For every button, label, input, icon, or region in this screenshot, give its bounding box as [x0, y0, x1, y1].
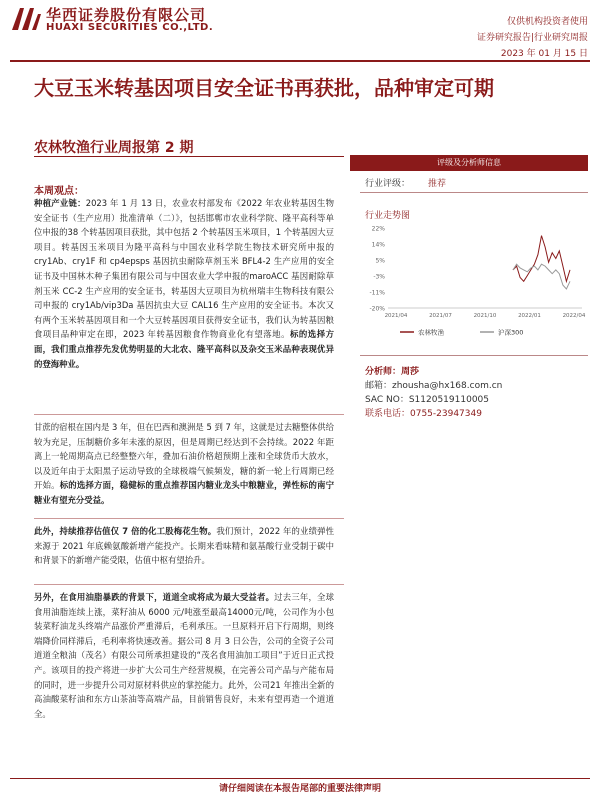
x-tick-label: 2022/04 — [562, 313, 586, 319]
report-subtitle: 农林牧渔行业周报第 2 期 — [34, 140, 194, 156]
legend-label: 沪深300 — [498, 328, 524, 337]
analyst-name: 分析师：周莎 — [365, 367, 420, 377]
y-tick-label: -20% — [369, 305, 385, 313]
y-tick-label: -3% — [373, 273, 385, 281]
y-tick-label: 22% — [371, 225, 385, 233]
analyst-info — [365, 365, 502, 421]
rating-label: 行业评级： — [365, 179, 411, 189]
para1-highlight: 标的选择方面，我们重点推荐先发优势明显的大北农、隆平高科以及杂交玉米品种表现优异的登海种业。 — [34, 329, 334, 369]
subtitle-divider — [34, 156, 344, 157]
sidebar-header: 评级及分析师信息 — [350, 155, 588, 171]
header-divider — [10, 60, 590, 62]
para4-lead: 另外，在食用油脂暴跌的背景下，道道全或将成为最大受益者。 — [34, 592, 275, 602]
section-separator — [34, 414, 344, 415]
para3-body: 我们预计，2022 年的业绩弹性来源于 2021 年底赖氨酸新增产能投产。长期来看味精和氨基酸行业受制于碳中和背景下的新增产能受限，估值中枢有望抬升。 — [34, 526, 334, 566]
section-separator — [34, 584, 344, 585]
legend-label: 农林牧渔 — [418, 328, 444, 337]
rating-value: 推荐 — [428, 179, 447, 189]
para3-lead: 此外，持续推荐估值仅 7 倍的化工股梅花生物。 — [34, 526, 217, 536]
x-tick-label: 2022/01 — [518, 313, 541, 319]
industry-rating — [365, 176, 446, 189]
x-tick-label: 2021/07 — [429, 313, 452, 319]
legal-notice: 请仔细阅读在本报告尾部的重要法律声明 — [218, 784, 381, 794]
company-name-en: HUAXI SECURITIES CO.,LTD. — [46, 22, 214, 33]
report-date: 2023 年 01 月 15 日 — [500, 49, 588, 59]
section-separator — [34, 518, 344, 519]
para1-body: 2023 年 1 月 13 日，农业农村部发布《2022 年农业转基因生物安全证书（生产应用）批准清单（二）》，包括邯郸市农业科学院、隆平高科等单位申报的38 个转基因项目获批，其中包括 2 个转基因玉米项目，1 个转基因大豆项目。转基因玉米项目为隆平高科与中国农业科学院生物技术研究所申报的cry1Ab、cry1F 和 cp4epsps 基因抗虫耐除草剂玉米 BFL4-2 生产应用的安全证书及中国林木种子集团有限公司与中国农业大学申报的maroACC 基因耐除草剂玉米 CC-2 生产应用的安全证书，转基因大豆项目为杭州瑞丰生物科技有限公司申报的 cry1Ab/vip3Da 基因抗虫大豆 CAL16 生产应用的安全证书。本次又有两个玉米转基因项目和一个大豆转基因项目获得安全证书，我们认为转基因粮食项目品种审定在即，2023 年转基因粮食作物商业化有望落地。 — [34, 198, 334, 340]
para4-body: 过去三年，全球食用油脂连续上涨，菜籽油从 6000 元/吨涨至最高14000元/吨，公司作为小包装菜籽油龙头终端产品涨价严重滞后，毛利承压。一旦原料开启下行周期，则终端降价同样滞后，毛利率将快速改善。据公司 8 月 3 日公告，公司的全资子公司道道全粮油（茂名）有限公司所承担建设的“茂名食用油加工项目”于近日正式投产。该项目的投产将进一步扩大公司生产经营规模，在完善公司产品与产能布局的同时，进一步提升公司对原材料供应的掌控能力。此外，公司21 年推出全新的高油酸菜籽油和东方山茶油等高端产品，目前销售良好，未来有望再造一个道道全。 — [34, 592, 335, 719]
audience-note: 仅供机构投资者使用 — [506, 17, 588, 27]
y-tick-label: 5% — [375, 257, 385, 265]
company-name-cn: 华西证券股份有限公司 — [46, 6, 207, 24]
sidebar-divider-2 — [360, 355, 588, 356]
report-type: 证券研究报告|行业研究周报 — [476, 33, 588, 43]
analyst-email: 邮箱：zhousha@hx168.com.cn — [365, 381, 503, 391]
analyst-phone: 联系电话：0755-23947349 — [365, 409, 482, 419]
sidebar-divider — [360, 192, 588, 193]
analyst-sac: SAC NO：S1120519110005 — [365, 395, 489, 405]
company-logo-icon — [10, 6, 42, 32]
paragraph-planting — [34, 196, 334, 371]
paragraph-sugar — [34, 420, 334, 508]
paragraph-daodaoquan — [34, 590, 334, 721]
footer-divider — [10, 778, 590, 779]
series-line — [513, 236, 570, 282]
para1-lead: 种植产业链： — [34, 198, 86, 208]
section-heading: 本周观点： — [34, 186, 84, 197]
para2-body: 甘蔗的宿根在国内是 3 年，但在巴西和澳洲是 5 到 7 年，这就是过去糖整体供给较为充足，压制糖价多年未涨的原因，但是周期已经达到不会持续。2022 年距离上一轮周期高点已经整整六年，叠加石油价格超预期上涨和全球货币大放水，以及近年由于太阳黑子运动导致的全球极端气候频发，糖的新一轮上行周期已经开始。 — [34, 422, 334, 491]
x-tick-label: 2021/04 — [384, 313, 408, 319]
report-title: 大豆玉米转基因项目安全证书再获批，品种审定可期 — [34, 76, 494, 100]
x-tick-label: 2021/10 — [473, 313, 497, 319]
para2-highlight: 标的选择方面，稳健标的重点推荐国内糖业龙头中粮糖业，弹性标的南宁糖业有望充分受益。 — [34, 480, 335, 505]
paragraph-meihua — [34, 524, 334, 568]
trend-chart-title: 行业走势图 — [365, 211, 411, 221]
series-line — [513, 264, 570, 289]
y-tick-label: -11% — [369, 289, 385, 297]
trend-chart — [360, 222, 588, 342]
y-tick-label: 14% — [371, 241, 385, 249]
